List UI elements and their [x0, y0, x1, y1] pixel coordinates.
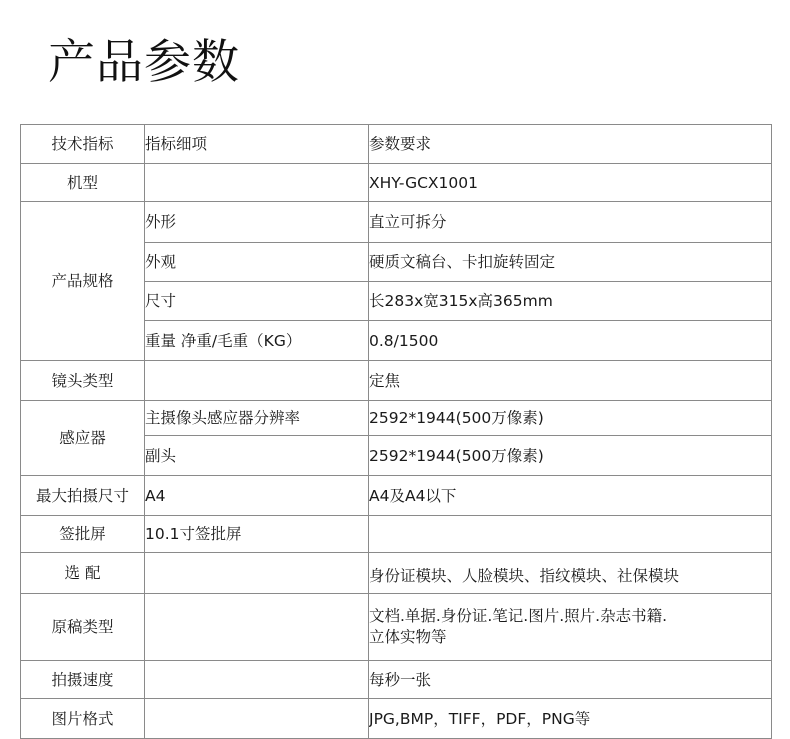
row-value-line: 立体实物等 — [369, 628, 447, 646]
row-subitem — [145, 594, 369, 661]
row-category: 机型 — [21, 164, 145, 202]
row-category: 选 配 — [21, 553, 145, 594]
row-subitem — [145, 553, 369, 594]
table-row — [21, 699, 772, 739]
row-subitem: 主摄像头感应器分辨率 — [145, 401, 369, 436]
row-value: 定焦 — [369, 361, 772, 401]
table-row — [21, 202, 772, 243]
row-value — [369, 594, 772, 661]
row-subitem — [145, 361, 369, 401]
row-value: 0.8/1500 — [369, 321, 772, 361]
row-category: 最大拍摄尺寸 — [21, 476, 145, 516]
row-category: 签批屏 — [21, 516, 145, 553]
row-value: A4及A4以下 — [369, 476, 772, 516]
row-subitem: A4 — [145, 476, 369, 516]
row-value: 2592*1944(500万像素) — [369, 436, 772, 476]
row-value: 2592*1944(500万像素) — [369, 401, 772, 436]
table-row — [21, 594, 772, 661]
row-category: 原稿类型 — [21, 594, 145, 661]
table-header-row — [21, 125, 772, 164]
row-category: 产品规格 — [21, 202, 145, 361]
row-subitem: 外形 — [145, 202, 369, 243]
row-value: 直立可拆分 — [369, 202, 772, 243]
table-row — [21, 661, 772, 699]
table-row — [21, 553, 772, 594]
table-row — [21, 401, 772, 436]
table-row — [21, 476, 772, 516]
row-value: 硬质文稿台、卡扣旋转固定 — [369, 243, 772, 282]
row-category: 拍摄速度 — [21, 661, 145, 699]
table-row — [21, 164, 772, 202]
row-value-line: 文档.单据.身份证.笔记.图片.照片.杂志书籍. — [369, 607, 667, 625]
row-value: JPG,BMP，TIFF，PDF，PNG等 — [369, 699, 772, 739]
row-subitem — [145, 699, 369, 739]
row-subitem: 10.1寸签批屏 — [145, 516, 369, 553]
table-row — [21, 516, 772, 553]
row-value: XHY-GCX1001 — [369, 164, 772, 202]
row-subitem: 外观 — [145, 243, 369, 282]
row-subitem: 尺寸 — [145, 282, 369, 321]
page-title: 产品参数 — [48, 35, 240, 90]
header-cell-indicator: 技术指标 — [21, 125, 145, 164]
table-row — [21, 361, 772, 401]
row-value — [369, 516, 772, 553]
header-cell-subitem: 指标细项 — [145, 125, 369, 164]
row-category: 镜头类型 — [21, 361, 145, 401]
row-subitem: 重量 净重/毛重（KG） — [145, 321, 369, 361]
row-value: 每秒一张 — [369, 661, 772, 699]
header-cell-requirement: 参数要求 — [369, 125, 772, 164]
row-category: 感应器 — [21, 401, 145, 476]
row-value: 长283x宽315x高365mm — [369, 282, 772, 321]
row-subitem — [145, 661, 369, 699]
row-category: 图片格式 — [21, 699, 145, 739]
row-value: 身份证模块、人脸模块、指纹模块、社保模块 — [369, 553, 772, 594]
spec-table — [20, 124, 772, 739]
row-subitem: 副头 — [145, 436, 369, 476]
row-subitem — [145, 164, 369, 202]
